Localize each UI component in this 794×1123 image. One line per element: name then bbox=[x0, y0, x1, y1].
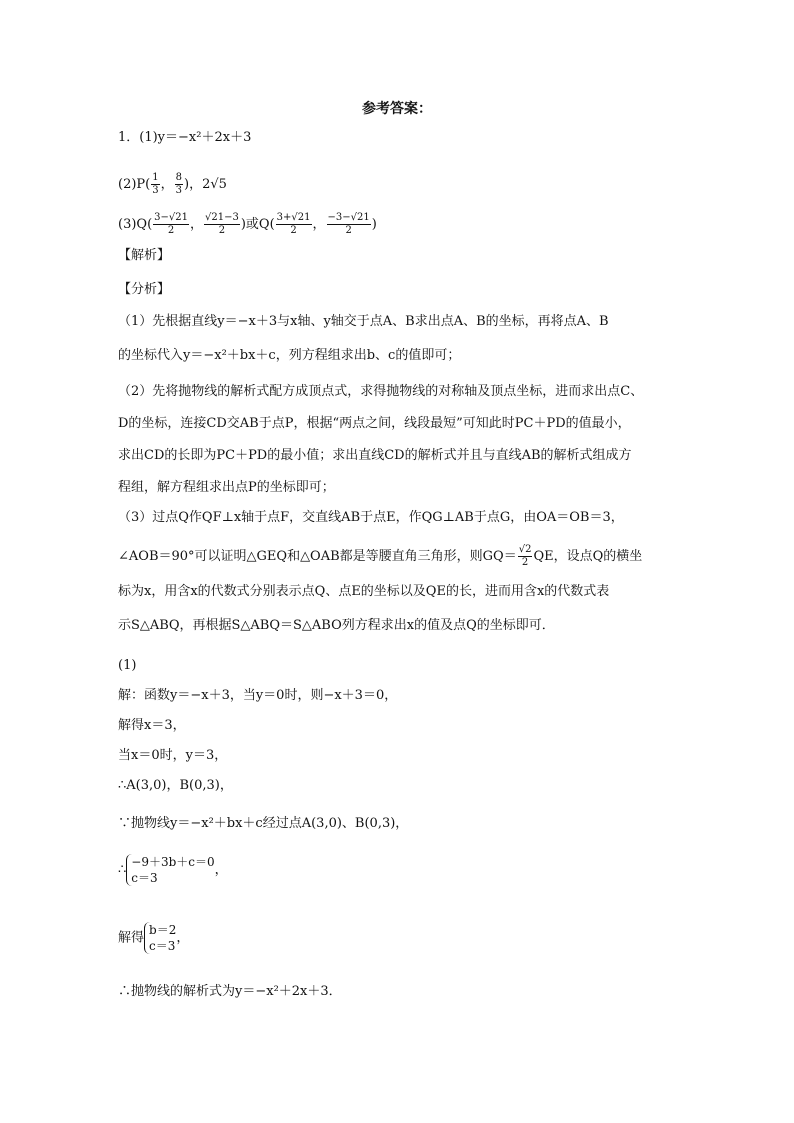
analysis-3-line-2: ∠AOB＝90°可以证明△GEQ和△OAB都是等腰直角三角形，则GQ＝ $\frac{√2}{2}$ QE，设点Q的横坐 bbox=[118, 544, 643, 568]
solution-line: ∵抛物线y＝−x²＋bx＋c经过点A(3,0)、B(0,3)， bbox=[118, 816, 409, 831]
final-answer: ∴抛物线的解析式为y＝−x²＋2x＋3． bbox=[118, 984, 342, 999]
answer-1-part-2: (2)P( $\frac{1}{3}$ ， $\frac{8}{3}$ )，2√5 bbox=[118, 172, 227, 196]
analysis-2-line-3: 求出CD的长即为PC＋PD的最小值；求出直线CD的解析式并且与直线AB的解析式组成方 bbox=[118, 448, 632, 463]
solution-label: (1) bbox=[118, 658, 137, 673]
analysis-2-line-4: 程组，解方程组求出点P的坐标即可； bbox=[118, 480, 335, 495]
solution-result: 解得 b＝2 c＝3 ， bbox=[118, 923, 190, 953]
answer-1-part-1: 1．(1)y＝−x²＋2x＋3 bbox=[118, 130, 252, 145]
page-title: 参考答案： bbox=[362, 101, 432, 117]
answer-2-suffix: )，2√5 bbox=[184, 177, 227, 192]
analysis-1-line-1: （1）先根据直线y＝−x＋3与x轴、y轴交于点A、B求出点A、B的坐标，再将点A、B bbox=[118, 314, 609, 329]
fraction: $\frac{3-√21}{2}$ bbox=[154, 212, 188, 236]
fraction: $\frac{-3-√21}{2}$ bbox=[327, 212, 370, 236]
section-jiexi: 【解析】 bbox=[118, 248, 171, 263]
fraction: $\frac{√2}{2}$ bbox=[518, 544, 532, 568]
solution-line: ∴A(3,0)，B(0,3)， bbox=[118, 778, 233, 793]
analysis-3-line-4: 示S△ABQ，再根据S△ABQ＝S△ABO列方程求出x的值及点Q的坐标即可． bbox=[118, 618, 555, 633]
solution-line: 当x＝0时，y＝3， bbox=[118, 748, 228, 763]
section-fenxi: 【分析】 bbox=[118, 282, 171, 297]
system-brace: b＝2 c＝3 bbox=[144, 922, 176, 954]
analysis-2-line-2: D的坐标，连接CD交AB于点P，根据“两点之间，线段最短”可知此时PC＋PD的值最小， bbox=[118, 416, 631, 431]
analysis-3-line-3: 标为x，用含x的代数式分别表示点Q、点E的坐标以及QE的长，进而用含x的代数式表 bbox=[118, 584, 610, 599]
fraction: $\frac{√21-3}{2}$ bbox=[205, 212, 239, 236]
analysis-2-line-1: （2）先将抛物线的解析式配方成顶点式，求得抛物线的对称轴及顶点坐标，进而求出点C、 bbox=[118, 384, 644, 399]
fraction: $\frac{8}{3}$ bbox=[175, 172, 182, 196]
solution-line: 解：函数y＝−x＋3，当y＝0时，则−x＋3＝0， bbox=[118, 688, 398, 703]
solution-line: 解得x＝3， bbox=[118, 718, 186, 733]
answer-1-part-3: (3)Q( $\frac{3-√21}{2}$ ， $\frac{√21-3}{2}$ )或Q( $\frac{3+√21}{2}$ ， $\frac{-3-√21}{2}$ ) bbox=[118, 212, 377, 236]
fraction: $\frac{3+√21}{2}$ bbox=[276, 212, 311, 236]
analysis-1-line-2: 的坐标代入y＝−x²＋bx＋c，列方程组求出b、c的值即可； bbox=[118, 348, 461, 363]
analysis-3-line-1: （3）过点Q作QF⊥x轴于点F，交直线AB于点E，作QG⊥AB于点G，由OA＝OB＝3， bbox=[118, 510, 624, 525]
fraction: $\frac{1}{3}$ bbox=[152, 172, 159, 196]
answer-2-prefix: (2)P( bbox=[118, 177, 151, 192]
equation-system: ∴ −9＋3b＋c＝0 c＝3 ， bbox=[118, 855, 228, 885]
system-brace: −9＋3b＋c＝0 c＝3 bbox=[126, 854, 214, 886]
